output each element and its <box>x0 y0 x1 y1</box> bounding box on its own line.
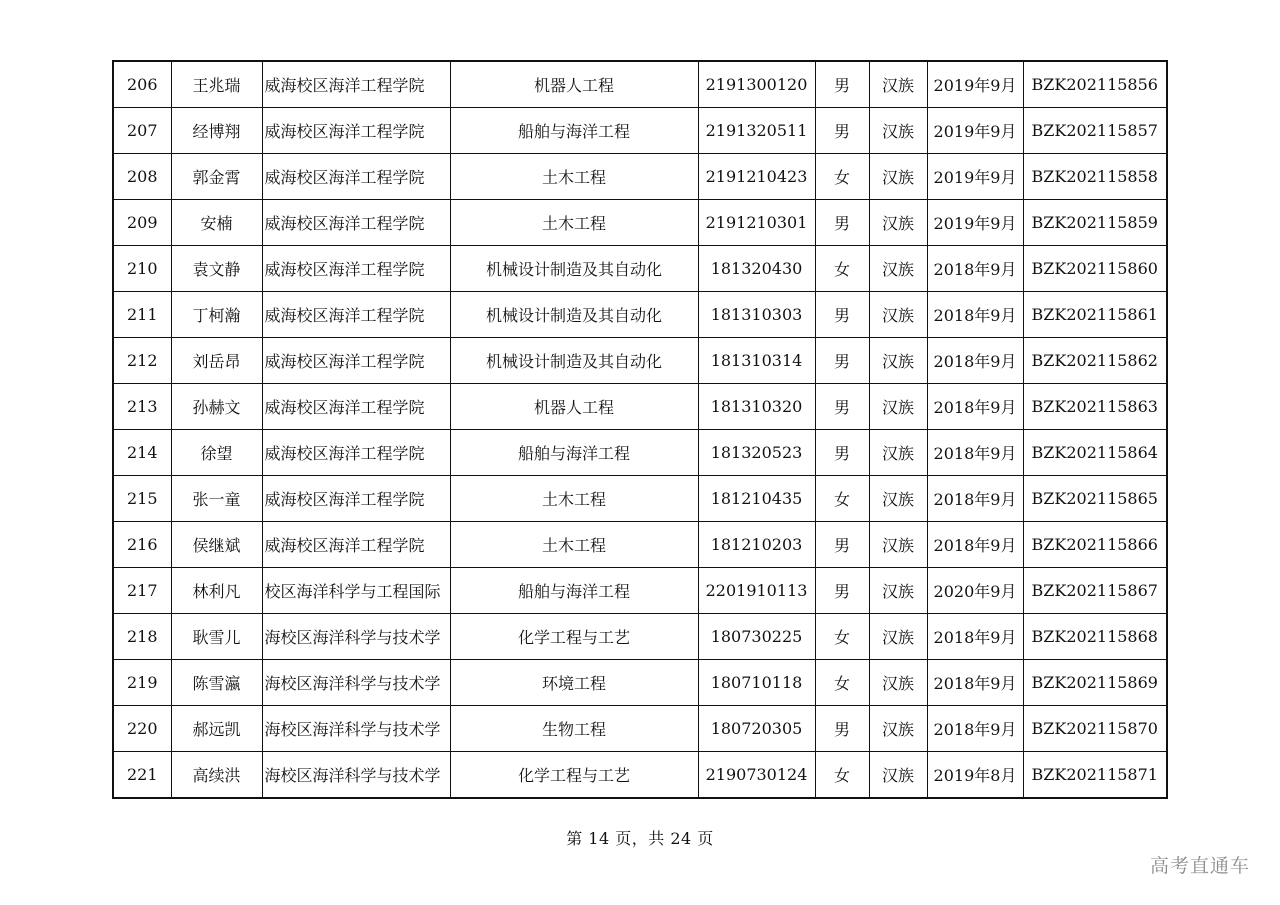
cell-major: 土木工程 <box>450 200 698 246</box>
cell-major: 机械设计制造及其自动化 <box>450 338 698 384</box>
cell-certificate-number: BZK202115864 <box>1023 430 1167 476</box>
cell-enrollment-date: 2018年9月 <box>927 246 1023 292</box>
cell-certificate-number: BZK202115856 <box>1023 61 1167 108</box>
cell-ethnicity: 汉族 <box>869 200 927 246</box>
cell-gender: 男 <box>815 384 869 430</box>
cell-college: 威海校区海洋工程学院 <box>262 108 450 154</box>
cell-student-id: 2201910113 <box>698 568 815 614</box>
cell-certificate-number: BZK202115870 <box>1023 706 1167 752</box>
cell-certificate-number: BZK202115867 <box>1023 568 1167 614</box>
cell-student-name: 刘岳昂 <box>171 338 262 384</box>
cell-serial-number: 213 <box>113 384 171 430</box>
cell-enrollment-date: 2019年9月 <box>927 200 1023 246</box>
cell-gender: 男 <box>815 430 869 476</box>
cell-student-name: 高续洪 <box>171 752 262 799</box>
cell-ethnicity: 汉族 <box>869 338 927 384</box>
cell-major: 船舶与海洋工程 <box>450 108 698 154</box>
table-row <box>113 614 1167 660</box>
cell-student-id: 181210203 <box>698 522 815 568</box>
cell-college: 威海校区海洋工程学院 <box>262 246 450 292</box>
cell-college: 威海校区海洋工程学院 <box>262 384 450 430</box>
cell-certificate-number: BZK202115860 <box>1023 246 1167 292</box>
cell-ethnicity: 汉族 <box>869 706 927 752</box>
cell-gender: 男 <box>815 61 869 108</box>
table-row <box>113 246 1167 292</box>
cell-ethnicity: 汉族 <box>869 752 927 799</box>
table-row <box>113 384 1167 430</box>
cell-student-id: 180720305 <box>698 706 815 752</box>
cell-student-name: 侯继斌 <box>171 522 262 568</box>
cell-major: 土木工程 <box>450 154 698 200</box>
cell-college: 威海校区海洋工程学院 <box>262 476 450 522</box>
cell-enrollment-date: 2018年9月 <box>927 476 1023 522</box>
table-row <box>113 200 1167 246</box>
cell-major: 化学工程与工艺 <box>450 614 698 660</box>
cell-college: 海校区海洋科学与技术学 <box>262 614 450 660</box>
cell-enrollment-date: 2019年9月 <box>927 61 1023 108</box>
cell-gender: 男 <box>815 108 869 154</box>
table-row <box>113 154 1167 200</box>
cell-serial-number: 212 <box>113 338 171 384</box>
cell-student-id: 181310320 <box>698 384 815 430</box>
cell-major: 生物工程 <box>450 706 698 752</box>
cell-gender: 男 <box>815 200 869 246</box>
page-number: 第 14 页，共 24 页 <box>566 829 714 848</box>
cell-serial-number: 217 <box>113 568 171 614</box>
cell-ethnicity: 汉族 <box>869 476 927 522</box>
cell-student-id: 2191320511 <box>698 108 815 154</box>
cell-ethnicity: 汉族 <box>869 660 927 706</box>
cell-gender: 女 <box>815 476 869 522</box>
cell-serial-number: 209 <box>113 200 171 246</box>
cell-college: 威海校区海洋工程学院 <box>262 338 450 384</box>
cell-enrollment-date: 2018年9月 <box>927 706 1023 752</box>
cell-serial-number: 210 <box>113 246 171 292</box>
cell-certificate-number: BZK202115869 <box>1023 660 1167 706</box>
cell-serial-number: 221 <box>113 752 171 799</box>
cell-college: 威海校区海洋工程学院 <box>262 292 450 338</box>
cell-ethnicity: 汉族 <box>869 568 927 614</box>
cell-certificate-number: BZK202115868 <box>1023 614 1167 660</box>
cell-student-id: 181310314 <box>698 338 815 384</box>
cell-major: 机器人工程 <box>450 384 698 430</box>
cell-certificate-number: BZK202115857 <box>1023 108 1167 154</box>
cell-student-id: 181320430 <box>698 246 815 292</box>
cell-serial-number: 208 <box>113 154 171 200</box>
cell-major: 机器人工程 <box>450 61 698 108</box>
cell-enrollment-date: 2018年9月 <box>927 384 1023 430</box>
cell-college: 海校区海洋科学与技术学 <box>262 706 450 752</box>
table-row <box>113 706 1167 752</box>
cell-major: 环境工程 <box>450 660 698 706</box>
cell-major: 机械设计制造及其自动化 <box>450 292 698 338</box>
cell-student-id: 2191210301 <box>698 200 815 246</box>
cell-major: 土木工程 <box>450 476 698 522</box>
cell-serial-number: 207 <box>113 108 171 154</box>
cell-ethnicity: 汉族 <box>869 61 927 108</box>
cell-certificate-number: BZK202115858 <box>1023 154 1167 200</box>
watermark-logo-text: 高考直通车 <box>1149 855 1250 877</box>
cell-gender: 女 <box>815 614 869 660</box>
cell-student-name: 耿雪儿 <box>171 614 262 660</box>
cell-enrollment-date: 2019年8月 <box>927 752 1023 799</box>
cell-serial-number: 214 <box>113 430 171 476</box>
cell-certificate-number: BZK202115865 <box>1023 476 1167 522</box>
table-row <box>113 338 1167 384</box>
cell-student-id: 180730225 <box>698 614 815 660</box>
cell-certificate-number: BZK202115863 <box>1023 384 1167 430</box>
cell-enrollment-date: 2018年9月 <box>927 338 1023 384</box>
cell-enrollment-date: 2018年9月 <box>927 522 1023 568</box>
table-row <box>113 476 1167 522</box>
cell-serial-number: 211 <box>113 292 171 338</box>
cell-college: 威海校区海洋工程学院 <box>262 200 450 246</box>
cell-student-id: 181210435 <box>698 476 815 522</box>
cell-serial-number: 218 <box>113 614 171 660</box>
cell-enrollment-date: 2018年9月 <box>927 430 1023 476</box>
cell-college: 威海校区海洋工程学院 <box>262 522 450 568</box>
cell-major: 船舶与海洋工程 <box>450 568 698 614</box>
cell-gender: 女 <box>815 154 869 200</box>
cell-student-id: 181310303 <box>698 292 815 338</box>
cell-ethnicity: 汉族 <box>869 108 927 154</box>
cell-college: 威海校区海洋工程学院 <box>262 154 450 200</box>
cell-major: 土木工程 <box>450 522 698 568</box>
cell-student-name: 安楠 <box>171 200 262 246</box>
cell-student-name: 王兆瑞 <box>171 61 262 108</box>
student-roster-table <box>112 60 1168 799</box>
cell-student-id: 2190730124 <box>698 752 815 799</box>
cell-student-name: 袁文静 <box>171 246 262 292</box>
cell-serial-number: 220 <box>113 706 171 752</box>
table-row <box>113 568 1167 614</box>
cell-student-name: 丁柯瀚 <box>171 292 262 338</box>
cell-student-name: 徐望 <box>171 430 262 476</box>
cell-gender: 男 <box>815 568 869 614</box>
cell-gender: 男 <box>815 706 869 752</box>
cell-certificate-number: BZK202115871 <box>1023 752 1167 799</box>
cell-serial-number: 216 <box>113 522 171 568</box>
cell-certificate-number: BZK202115866 <box>1023 522 1167 568</box>
cell-enrollment-date: 2018年9月 <box>927 614 1023 660</box>
cell-enrollment-date: 2019年9月 <box>927 154 1023 200</box>
cell-ethnicity: 汉族 <box>869 614 927 660</box>
cell-college: 海校区海洋科学与技术学 <box>262 752 450 799</box>
cell-major: 化学工程与工艺 <box>450 752 698 799</box>
cell-enrollment-date: 2020年9月 <box>927 568 1023 614</box>
cell-enrollment-date: 2018年9月 <box>927 660 1023 706</box>
cell-gender: 男 <box>815 522 869 568</box>
cell-certificate-number: BZK202115861 <box>1023 292 1167 338</box>
cell-student-name: 张一童 <box>171 476 262 522</box>
cell-gender: 女 <box>815 246 869 292</box>
table-row <box>113 61 1167 108</box>
cell-enrollment-date: 2018年9月 <box>927 292 1023 338</box>
roster-body <box>113 61 1167 798</box>
cell-ethnicity: 汉族 <box>869 522 927 568</box>
cell-major: 机械设计制造及其自动化 <box>450 246 698 292</box>
cell-college: 威海校区海洋工程学院 <box>262 61 450 108</box>
table-row <box>113 108 1167 154</box>
cell-student-name: 孙赫文 <box>171 384 262 430</box>
cell-serial-number: 219 <box>113 660 171 706</box>
table-row <box>113 430 1167 476</box>
cell-student-id: 181320523 <box>698 430 815 476</box>
cell-student-name: 林利凡 <box>171 568 262 614</box>
cell-ethnicity: 汉族 <box>869 246 927 292</box>
cell-college: 海校区海洋科学与技术学 <box>262 660 450 706</box>
cell-student-name: 郝远凯 <box>171 706 262 752</box>
cell-college: 威海校区海洋工程学院 <box>262 430 450 476</box>
cell-ethnicity: 汉族 <box>869 384 927 430</box>
cell-enrollment-date: 2019年9月 <box>927 108 1023 154</box>
table-row <box>113 522 1167 568</box>
cell-gender: 女 <box>815 752 869 799</box>
cell-student-name: 经博翔 <box>171 108 262 154</box>
cell-student-id: 180710118 <box>698 660 815 706</box>
cell-certificate-number: BZK202115862 <box>1023 338 1167 384</box>
cell-student-name: 陈雪瀛 <box>171 660 262 706</box>
cell-ethnicity: 汉族 <box>869 292 927 338</box>
cell-college: 校区海洋科学与工程国际 <box>262 568 450 614</box>
table-row <box>113 660 1167 706</box>
cell-ethnicity: 汉族 <box>869 430 927 476</box>
cell-serial-number: 206 <box>113 61 171 108</box>
table-row <box>113 752 1167 799</box>
cell-gender: 男 <box>815 338 869 384</box>
cell-student-id: 2191210423 <box>698 154 815 200</box>
cell-major: 船舶与海洋工程 <box>450 430 698 476</box>
cell-student-name: 郭金霄 <box>171 154 262 200</box>
cell-serial-number: 215 <box>113 476 171 522</box>
cell-ethnicity: 汉族 <box>869 154 927 200</box>
cell-certificate-number: BZK202115859 <box>1023 200 1167 246</box>
table-row <box>113 292 1167 338</box>
cell-gender: 男 <box>815 292 869 338</box>
cell-gender: 女 <box>815 660 869 706</box>
cell-student-id: 2191300120 <box>698 61 815 108</box>
